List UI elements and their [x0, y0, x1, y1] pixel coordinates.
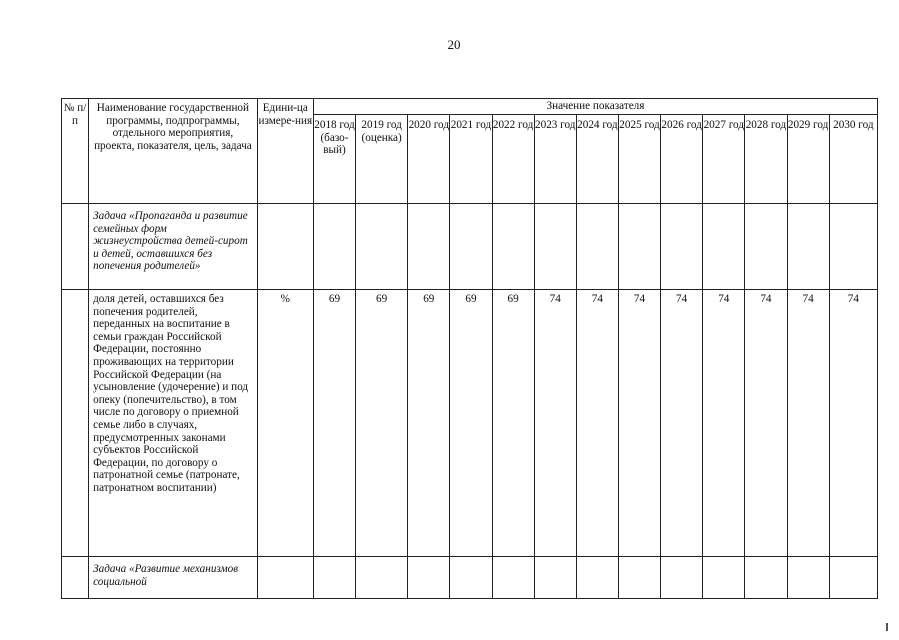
header-year-3: 2021 год	[450, 115, 492, 204]
indicator-value-11: 74	[787, 290, 829, 557]
header-year-9: 2027 год	[703, 115, 745, 204]
indicator-name: доля детей, оставшихся без попечения родителей, переданных на воспитание в семьи граждан Российской Федерации, постоянно проживающих на территории Российской Федерации (на усыновление (удочерение) и под опеку (попечительство), в том числе по договору о приемной семье либо в случаях, предусмотренных законами субъектов Российской Федерации, по договору о патронатной семье (патронате, патронатном воспитании)	[89, 290, 258, 557]
task1-name: Задача «Пропаганда и развитие семейных форм жизнеустройства детей-сирот и детей, оставшихся без попечения родителей»	[89, 204, 258, 290]
task1-number-cell	[62, 204, 89, 290]
task1-value-cell	[534, 204, 576, 290]
header-year-2: 2020 год	[408, 115, 450, 204]
header-number: № п/п	[62, 99, 89, 204]
task2-value-cell	[313, 557, 355, 599]
header-value-group: Значение показателя	[313, 99, 877, 115]
indicator-table	[61, 98, 878, 599]
header-year-6: 2024 год	[576, 115, 618, 204]
task2-value-cell	[408, 557, 450, 599]
header-year-11: 2029 год	[787, 115, 829, 204]
task1-value-cell	[576, 204, 618, 290]
task1-value-cell	[492, 204, 534, 290]
task1-value-cell	[745, 204, 787, 290]
scan-mark	[886, 623, 888, 631]
task1-value-cell	[356, 204, 408, 290]
indicator-value-6: 74	[576, 290, 618, 557]
task2-value-cell	[703, 557, 745, 599]
task1-value-cell	[661, 204, 703, 290]
indicator-value-4: 69	[492, 290, 534, 557]
task1-unit-cell	[257, 204, 313, 290]
header-year-1: 2019 год (оценка)	[356, 115, 408, 204]
indicator-unit: %	[257, 290, 313, 557]
indicator-number-cell	[62, 290, 89, 557]
task2-name: Задача «Развитие механизмов социальной	[89, 557, 258, 599]
indicator-value-0: 69	[313, 290, 355, 557]
task2-value-cell	[576, 557, 618, 599]
indicator-value-3: 69	[450, 290, 492, 557]
header-year-5: 2023 год	[534, 115, 576, 204]
indicator-value-5: 74	[534, 290, 576, 557]
task2-value-cell	[745, 557, 787, 599]
task1-value-cell	[829, 204, 877, 290]
indicator-value-9: 74	[703, 290, 745, 557]
task2-value-cell	[356, 557, 408, 599]
task2-value-cell	[492, 557, 534, 599]
indicator-value-12: 74	[829, 290, 877, 557]
indicator-value-7: 74	[618, 290, 660, 557]
page-number: 20	[447, 37, 461, 52]
header-year-4: 2022 год	[492, 115, 534, 204]
header-year-12: 2030 год	[829, 115, 877, 204]
task1-value-cell	[787, 204, 829, 290]
task2-value-cell	[534, 557, 576, 599]
task2-value-cell	[829, 557, 877, 599]
header-name: Наименование государственной программы, подпрограммы, отдельного мероприятия, проекта, показателя, цель, задача	[89, 99, 258, 204]
task1-value-cell	[618, 204, 660, 290]
task2-value-cell	[787, 557, 829, 599]
header-unit: Едини-ца измере-ния	[257, 99, 313, 204]
task2-value-cell	[661, 557, 703, 599]
task1-value-cell	[408, 204, 450, 290]
header-year-7: 2025 год	[618, 115, 660, 204]
task2-number-cell	[62, 557, 89, 599]
task2-value-cell	[618, 557, 660, 599]
task1-value-cell	[703, 204, 745, 290]
indicator-value-1: 69	[356, 290, 408, 557]
indicator-value-2: 69	[408, 290, 450, 557]
task1-value-cell	[313, 204, 355, 290]
task2-unit-cell	[257, 557, 313, 599]
header-year-0: 2018 год (базо-вый)	[313, 115, 355, 204]
task1-value-cell	[450, 204, 492, 290]
indicator-value-8: 74	[661, 290, 703, 557]
header-year-8: 2026 год	[661, 115, 703, 204]
task2-value-cell	[450, 557, 492, 599]
indicator-value-10: 74	[745, 290, 787, 557]
header-year-10: 2028 год	[745, 115, 787, 204]
